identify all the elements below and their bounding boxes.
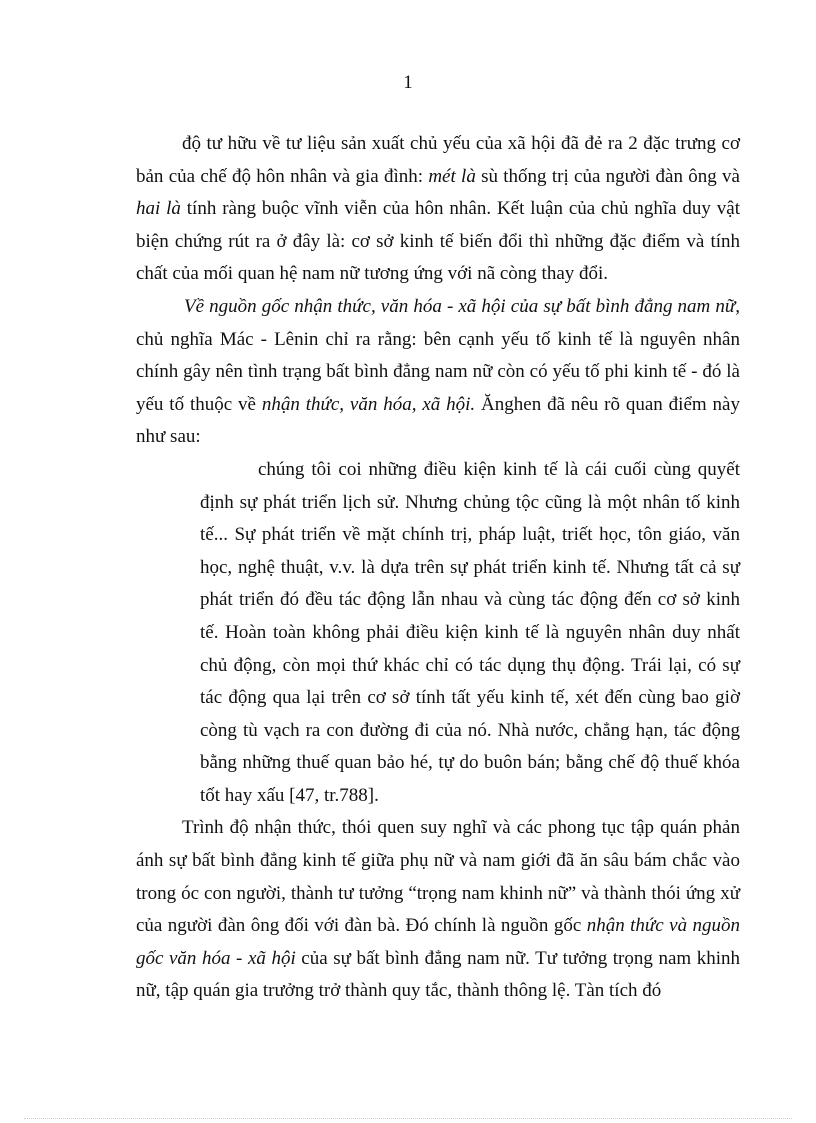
- page-number: 1: [403, 72, 413, 93]
- text-run: Trình độ nhận thức, thói quen suy nghĩ và các phong tục tập quán phản ánh sự bất bình đẳng kinh tế giữa phụ nữ và nam giới đã ăn sâu bám chắc vào trong óc con người, thành tư tưởng “trọng nam khinh nữ” và thành thói ứng xử của người đàn ông đối với đàn bà. Đó chính là nguồn gốc: [136, 817, 740, 937]
- text-run: tính ràng buộc vĩnh viễn của hôn nhân. Kết luận của chủ nghĩa duy vật biện chứng rút ra ở đây là: cơ sở kinh tế biến đổi thì những đặc điểm và tính chất của mối quan hệ nam nữ tương ứng với nã còng thay đổi.: [136, 198, 740, 285]
- block-quote-engels: chúng tôi coi những điều kiện kinh tế là cái cuối cùng quyết định sự phát triển lịch sử. Nhưng chủng tộc cũng là một nhân tố kinh tế... Sự phát triển về mặt chính trị, pháp luật, triết học, tôn giáo, văn học, nghệ thuật, v.v. là dựa trên sự phát triển kinh tế. Nhưng tất cả sự phát triển đó đều tác động lẫn nhau và cùng tác động đến cơ sở kinh tế. Hoàn toàn không phải điều kiện kinh tế là nguyên nhân duy nhất chủ động, còn mọi thứ khác chỉ có tác dụng thụ động. Trái lại, có sự tác động qua lại trên cơ sở tính tất yếu kinh tế, xét đến cùng bao giờ còng tù vạch ra con đường đi của nó. Nhà nước, chẳng hạn, tác động bằng những thuế quan bảo hé, tự do buôn bán; bằng chế độ thuế khóa tốt hay xấu [47, tr.788].: [200, 458, 740, 806]
- paragraph-economic-basis: [136, 128, 740, 291]
- italic-run: mét là: [428, 165, 476, 187]
- text-run: của sự bất bình đẳng nam nữ. Tư tưởng trọng nam khinh nữ, tập quán gia trưởng trở thành quy tắc, thành thông lệ. Tàn tích đó: [136, 947, 740, 1002]
- text-run: độ tư hữu về tư liệu sản xuất chủ yếu của xã hội đã đẻ ra 2 đặc trưng cơ bản của chế độ hôn nhân và gia đình:: [136, 133, 740, 187]
- text-run: sù thống trị của người đàn ông và: [475, 165, 740, 187]
- paragraph-awareness: [136, 812, 740, 1008]
- text-run: Ănghen đã nêu rõ quan điểm này như sau:: [136, 393, 740, 448]
- page-bottom-divider: [24, 1118, 792, 1119]
- italic-run: hai là: [136, 198, 181, 220]
- italic-run: nhận thức, văn hóa, xã hội.: [261, 393, 476, 415]
- text-run: chủ nghĩa Mác - Lênin chỉ ra rằng: bên cạnh yếu tố kinh tế là nguyên nhân chính gây nên tình trạng bất bình đẳng nam nữ còn có yếu tố phi kinh tế - đó là yếu tố thuộc về: [136, 328, 740, 415]
- italic-run: nhận thức và nguồn gốc văn hóa - xã hội: [136, 915, 740, 969]
- italic-run: Về nguồn gốc nhận thức, văn hóa - xã hội của sự bất bình đẳng nam nữ,: [184, 295, 740, 317]
- document-body: [136, 128, 740, 1008]
- paragraph-cultural-origin: [136, 291, 740, 454]
